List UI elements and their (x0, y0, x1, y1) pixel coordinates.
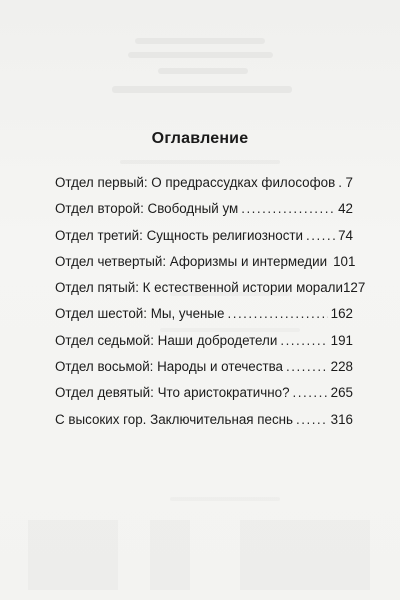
toc-entry-page: 7 (345, 175, 353, 190)
toc-entry-label: Отдел седьмой: Наши добродетели (55, 332, 278, 348)
toc-entry-page: 101 (333, 253, 356, 269)
toc-entry-page: 42 (338, 201, 353, 217)
page-title: Оглавление (151, 130, 249, 147)
toc-entry (55, 354, 353, 380)
bleed-through-block (150, 520, 190, 590)
toc-entry (55, 196, 353, 222)
bleed-through-text (170, 497, 280, 501)
toc-entry-label: Отдел второй: Свободный ум (55, 201, 239, 217)
bleed-through-block (28, 520, 118, 590)
toc-entry-label: Отдел шестой: Мы, ученые (55, 306, 225, 322)
toc-dot-leader (296, 407, 328, 433)
toc-entry (55, 407, 353, 433)
toc-entry-label: Отдел восьмой: Народы и отечества (55, 359, 283, 375)
toc-entry (55, 223, 353, 249)
bleed-through-text (120, 160, 280, 164)
toc-entry-page: 228 (330, 359, 353, 375)
toc-entry (55, 275, 366, 301)
toc-entry-label: Отдел третий: Сущность религиозности (55, 227, 304, 243)
toc-entry-page: 265 (330, 385, 353, 401)
toc-entry (55, 380, 353, 406)
toc-dot-leader (228, 301, 328, 327)
toc-entry-page: 74 (338, 227, 353, 243)
toc-entry (55, 301, 353, 327)
toc-entry (55, 328, 353, 354)
toc-dot-leader (293, 380, 328, 406)
toc-entry-page: 191 (330, 332, 353, 348)
toc-entry-label: Отдел пятый: К естественной истории морали (55, 280, 343, 296)
bleed-through-block (240, 520, 370, 590)
bleed-through-text (158, 68, 248, 74)
bleed-through-text (135, 38, 265, 44)
toc-dot-leader (241, 196, 335, 222)
bleed-through-text (128, 52, 273, 58)
toc-entry (55, 249, 356, 275)
toc-entry (55, 170, 353, 196)
table-of-contents (55, 170, 366, 433)
bleed-through-text (112, 86, 292, 93)
toc-entry-label: Отдел четвертый: Афоризмы и интермедии (55, 253, 328, 269)
toc-entry-label: Отдел девятый: Что аристократично? (55, 385, 290, 401)
toc-dot-leader (280, 328, 327, 354)
toc-entry-label: С высоких гор. Заключительная песнь (55, 411, 294, 427)
toc-dot-leader (306, 223, 335, 249)
toc-dot-leader (338, 170, 342, 196)
toc-entry-label: Отдел первый: О предрассудках философов (55, 175, 336, 190)
toc-entry-page: 162 (330, 306, 353, 322)
toc-entry-page: 316 (330, 411, 353, 427)
toc-dot-leader (286, 354, 328, 380)
toc-entry-page: 127 (342, 280, 366, 296)
